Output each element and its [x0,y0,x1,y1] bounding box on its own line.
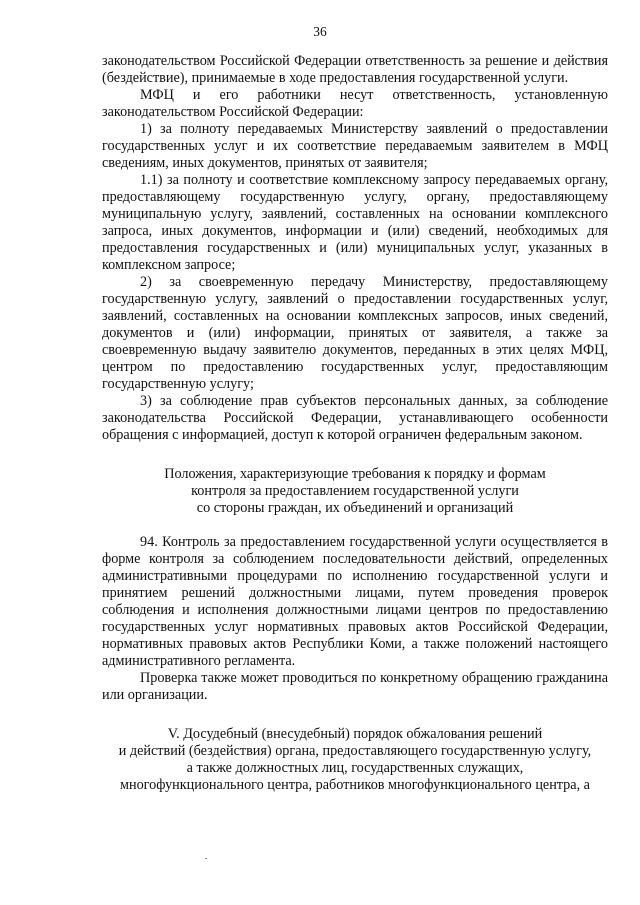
section-heading [102,466,608,517]
heading-line: а также должностных лиц, государственных служащих, [186,760,524,776]
scan-mark [205,858,207,859]
paragraph: 94. Контроль за предоставлением государственной услуги осуществляется в форме контроля за соблюдением последовательности действий, определенных административными процедурами по исполнению государственной услуги и принятием решений должностными лицами, путем проведения проверок соблюдения и исполнения должностными лицами центров по предоставлению государственных услуг нормативных правовых актов Российской Федерации, нормативных правовых актов Республики Коми, а также положений настоящего административного регламента. [102,534,608,669]
heading-line: Положения, характеризующие требования к порядку и формам [164,466,546,482]
document-body [102,53,608,794]
paragraph: МФЦ и его работники несут ответственность, установленную законодательством Российской Федерации: [102,87,608,120]
heading-line: со стороны граждан, их объединений и организаций [196,500,514,516]
paragraph: 1) за полноту передаваемых Министерству заявлений о предоставлении государственных услуг и их соответствие передаваемым заявителем в МФЦ сведениям, иных документов, принятых от заявителя; [102,121,608,171]
page-number: 36 [313,24,327,39]
heading-line: контроля за предоставлением государственной услуги [191,483,519,499]
paragraph: 1.1) за полноту и соответствие комплексному запросу передаваемых органу, предоставляющему государственную услугу, органу, предоставляющему муниципальную услугу, заявлений, составленных на основании комплексного запроса, иных документов, информации и (или) сведений, необходимых для предоставления государственных и (или) муниципальных услуг, указанных в комплексном запросе; [102,172,608,273]
paragraph: Проверка также может проводиться по конкретному обращению гражданина или организации. [102,670,608,703]
paragraph: 2) за своевременную передачу Министерству, предоставляющему государственную услугу, заявлений о предоставлении государственных услуг, заявлений, составленных на основании комплексных запросов, иных сведений, документов и (или) информации, принятых от заявителя, а также за своевременную выдачу заявителю документов, переданных в этих целях МФЦ, центром по предоставлению государственных услуг, предоставляющим государственную услугу; [102,274,608,392]
heading-line: и действий (бездействия) органа, предоставляющего государственную услугу, [118,743,592,759]
heading-line: многофункционального центра, работников многофункционального центра, а [120,777,590,793]
paragraph: 3) за соблюдение прав субъектов персональных данных, за соблюдение законодательства Российской Федерации, устанавливающего особенности обращения с информацией, доступ к которой ограничен федеральным законом. [102,393,608,443]
heading-line: V. Досудебный (внесудебный) порядок обжалования решений [167,726,543,742]
paragraph: законодательством Российской Федерации ответственность за решение и действия (бездействие), принимаемые в ходе предоставления государственной услуги. [102,53,608,86]
section-heading [102,726,608,794]
